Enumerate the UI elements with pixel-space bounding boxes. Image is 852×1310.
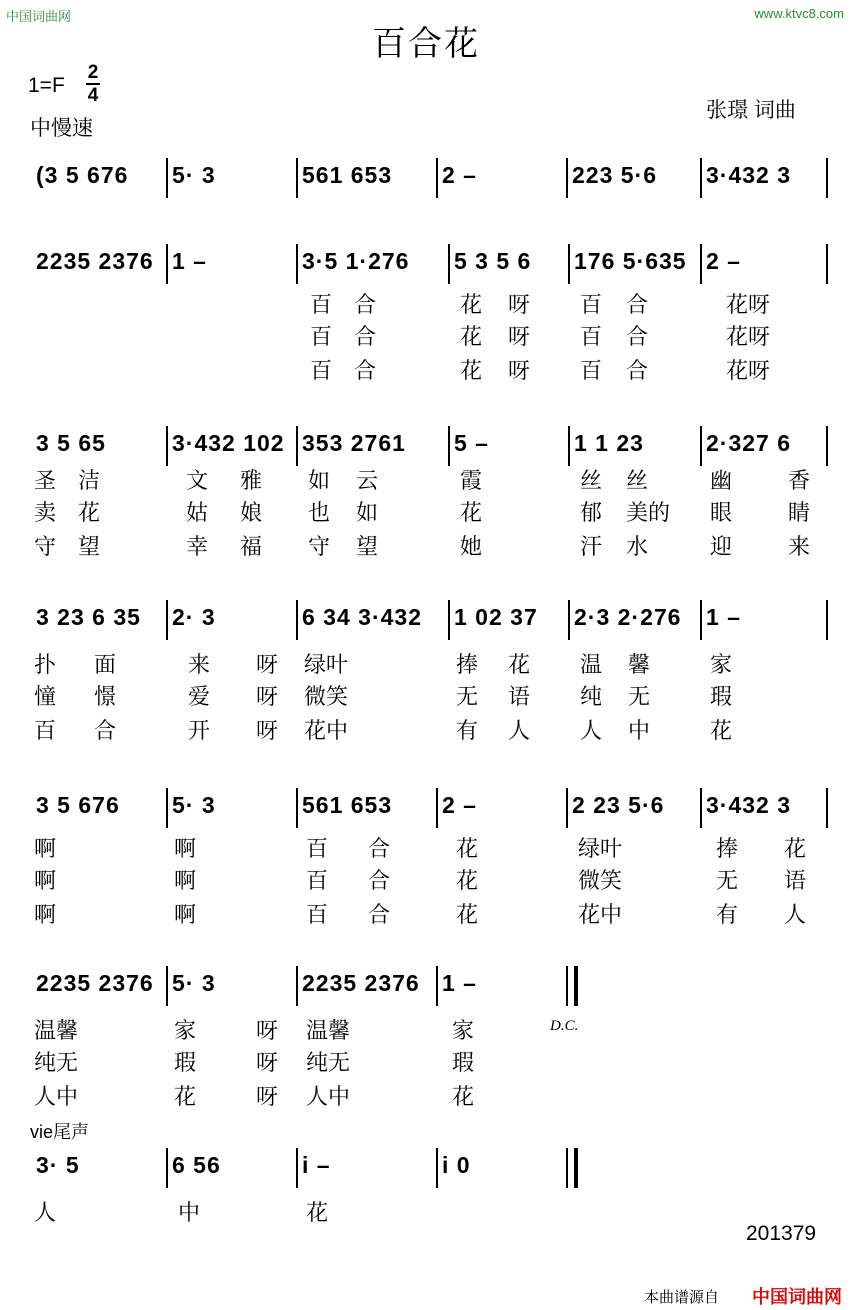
lyric-word: 人中 bbox=[34, 1084, 79, 1109]
lyric-word: 美的 bbox=[626, 500, 671, 525]
lyric-word: 呀 bbox=[508, 324, 531, 349]
lyric-word: 福 bbox=[240, 534, 263, 559]
lyric-word: 绿叶 bbox=[578, 836, 623, 861]
lyric-word: 花中 bbox=[304, 718, 349, 743]
barline bbox=[700, 788, 702, 828]
lyric-word: 郁 bbox=[580, 500, 603, 525]
lyric-word: 合 bbox=[94, 718, 117, 743]
lyric-line bbox=[0, 680, 852, 714]
measure-notes: 3·5 1·276 bbox=[302, 248, 410, 274]
measure-notes: 2235 2376 bbox=[36, 970, 154, 996]
measure-notes: 223 5·6 bbox=[572, 162, 658, 188]
measure-notes: 6 56 bbox=[172, 1152, 221, 1178]
lyric-word: 来 bbox=[788, 534, 811, 559]
lyric-line bbox=[0, 530, 852, 564]
lyric-word: 花 bbox=[460, 324, 483, 349]
barline bbox=[700, 244, 702, 284]
lyric-word: 瑕 bbox=[452, 1050, 475, 1075]
lyric-word: 无 bbox=[716, 868, 739, 893]
lyric-word: 花 bbox=[460, 500, 483, 525]
time-signature bbox=[86, 62, 100, 106]
lyric-word: 花 bbox=[456, 868, 479, 893]
measure-notes: 2235 2376 bbox=[36, 248, 154, 274]
measure-notes: 2· 3 bbox=[172, 604, 216, 630]
lyric-word: 微笑 bbox=[578, 868, 623, 893]
barline bbox=[448, 244, 450, 284]
measure-notes: 2235 2376 bbox=[302, 970, 420, 996]
lyric-word: 望 bbox=[356, 534, 379, 559]
lyric-word: 开 bbox=[188, 718, 211, 743]
barline bbox=[568, 244, 570, 284]
staff-row bbox=[0, 1140, 852, 1200]
barline bbox=[166, 788, 168, 828]
lyric-word: 家 bbox=[174, 1018, 197, 1043]
barline bbox=[436, 966, 438, 1006]
measure-notes: 1 1 23 bbox=[574, 430, 644, 456]
tempo-marking: 中慢速 bbox=[30, 117, 93, 140]
dc-marking: D.C. bbox=[550, 1018, 579, 1034]
barline bbox=[296, 158, 298, 198]
measure-notes: (3 5 676 bbox=[36, 162, 129, 188]
barline bbox=[296, 600, 298, 640]
lyric-word: 中 bbox=[178, 1200, 201, 1225]
measure-notes: 2 – bbox=[442, 792, 477, 818]
lyric-word: 花 bbox=[78, 500, 101, 525]
barline bbox=[296, 244, 298, 284]
staff-row bbox=[0, 958, 852, 1018]
lyric-word: 呀 bbox=[508, 358, 531, 383]
lyric-word: 圣 bbox=[34, 468, 57, 493]
measure-notes: 2 – bbox=[706, 248, 741, 274]
lyric-word: 花呀 bbox=[726, 292, 771, 317]
lyric-word: 无 bbox=[628, 684, 651, 709]
lyric-word: 馨 bbox=[628, 652, 651, 677]
lyric-word: 花 bbox=[306, 1200, 329, 1225]
lyric-word: 合 bbox=[368, 836, 391, 861]
lyric-word: 人 bbox=[580, 718, 603, 743]
final-barline bbox=[574, 966, 578, 1006]
barline bbox=[700, 158, 702, 198]
score-number: 201379 bbox=[746, 1222, 817, 1245]
lyric-word: 百 bbox=[310, 324, 333, 349]
lyric-word: 啊 bbox=[34, 902, 57, 927]
lyric-word: 合 bbox=[354, 292, 377, 317]
lyric-word: 百 bbox=[306, 836, 329, 861]
lyric-word: 卖 bbox=[34, 500, 57, 525]
measure-notes: i 0 bbox=[442, 1152, 471, 1178]
barline bbox=[700, 426, 702, 466]
lyric-word: 合 bbox=[368, 868, 391, 893]
barline bbox=[700, 600, 702, 640]
lyric-word: 迎 bbox=[710, 534, 733, 559]
measure-notes: 2·3 2·276 bbox=[574, 604, 682, 630]
lyric-word: 如 bbox=[308, 468, 331, 493]
lyric-word: 呀 bbox=[508, 292, 531, 317]
barline bbox=[448, 426, 450, 466]
measure-notes: 1 02 37 bbox=[454, 604, 538, 630]
final-barline bbox=[574, 1148, 578, 1188]
lyric-word: 呀 bbox=[256, 684, 279, 709]
lyric-word: 合 bbox=[626, 358, 649, 383]
lyric-line bbox=[0, 320, 852, 354]
lyric-word: 呀 bbox=[256, 718, 279, 743]
lyric-word: 花 bbox=[456, 902, 479, 927]
measure-notes: 3·432 3 bbox=[706, 162, 792, 188]
lyric-line bbox=[0, 898, 852, 932]
lyric-word: 人 bbox=[784, 902, 807, 927]
barline bbox=[826, 244, 828, 284]
lyric-word: 守 bbox=[34, 534, 57, 559]
key-label: 1=F bbox=[28, 74, 65, 97]
lyric-word: 语 bbox=[784, 868, 807, 893]
lyric-word: 合 bbox=[368, 902, 391, 927]
lyric-word: 合 bbox=[626, 292, 649, 317]
measure-notes: 5· 3 bbox=[172, 162, 216, 188]
measure-notes: 561 653 bbox=[302, 162, 393, 188]
song-title: 百合花 bbox=[372, 25, 480, 63]
lyric-word: 雅 bbox=[240, 468, 263, 493]
measure-notes: 5 – bbox=[454, 430, 489, 456]
lyric-word: 望 bbox=[78, 534, 101, 559]
measure-notes: 1 – bbox=[442, 970, 477, 996]
lyric-line bbox=[0, 464, 852, 498]
lyric-line bbox=[0, 648, 852, 682]
lyric-word: 呀 bbox=[256, 1084, 279, 1109]
lyric-word: 绿叶 bbox=[304, 652, 349, 677]
barline bbox=[566, 966, 568, 1006]
lyric-word: 温馨 bbox=[34, 1018, 79, 1043]
lyric-line bbox=[0, 1196, 852, 1230]
lyric-word: 也 bbox=[308, 500, 331, 525]
credit: 张璟 词曲 bbox=[706, 99, 796, 122]
measure-notes: 3·432 3 bbox=[706, 792, 792, 818]
lyric-word: 水 bbox=[626, 534, 649, 559]
measure-notes: 2 23 5·6 bbox=[572, 792, 665, 818]
lyric-word: 纯 bbox=[580, 684, 603, 709]
lyric-word: 人 bbox=[34, 1200, 57, 1225]
barline bbox=[166, 966, 168, 1006]
lyric-word: 百 bbox=[34, 718, 57, 743]
barline bbox=[826, 788, 828, 828]
lyric-word: 花呀 bbox=[726, 324, 771, 349]
measure-notes: 2 – bbox=[442, 162, 477, 188]
barline bbox=[566, 158, 568, 198]
measure-notes: 6 34 3·432 bbox=[302, 604, 422, 630]
lyric-word: 有 bbox=[716, 902, 739, 927]
lyric-word: 啊 bbox=[34, 836, 57, 861]
lyric-word: 汗 bbox=[580, 534, 603, 559]
lyric-word: 幸 bbox=[186, 534, 209, 559]
watermark-left: 中国词曲网 bbox=[6, 9, 72, 24]
lyric-line bbox=[0, 1080, 852, 1114]
staff-row bbox=[0, 592, 852, 652]
measure-notes: 3·432 102 bbox=[172, 430, 285, 456]
measure-notes: 5· 3 bbox=[172, 792, 216, 818]
lyric-word: 丝 bbox=[626, 468, 649, 493]
lyric-word: 洁 bbox=[78, 468, 101, 493]
lyric-word: 合 bbox=[626, 324, 649, 349]
lyric-word: 她 bbox=[460, 534, 483, 559]
lyric-word: 花 bbox=[508, 652, 531, 677]
lyric-word: 瑕 bbox=[174, 1050, 197, 1075]
lyric-word: 百 bbox=[306, 902, 329, 927]
lyric-word: 合 bbox=[354, 358, 377, 383]
lyric-word: 呀 bbox=[256, 652, 279, 677]
lyric-line bbox=[0, 354, 852, 388]
measure-notes: 3 5 676 bbox=[36, 792, 120, 818]
lyric-word: 霞 bbox=[460, 468, 483, 493]
lyric-word: 眼 bbox=[710, 500, 733, 525]
measure-notes: 1 – bbox=[706, 604, 741, 630]
barline bbox=[436, 788, 438, 828]
lyric-word: 姑 bbox=[186, 500, 209, 525]
measure-notes: 561 653 bbox=[302, 792, 393, 818]
measure-notes: 1 – bbox=[172, 248, 207, 274]
measure-notes: 2·327 6 bbox=[706, 430, 792, 456]
barline bbox=[448, 600, 450, 640]
lyric-word: 啊 bbox=[34, 868, 57, 893]
staff-row bbox=[0, 236, 852, 296]
lyric-word: 憬 bbox=[94, 684, 117, 709]
lyric-word: 幽 bbox=[710, 468, 733, 493]
barline bbox=[296, 426, 298, 466]
barline bbox=[826, 426, 828, 466]
lyric-word: 娘 bbox=[240, 500, 263, 525]
lyric-word: 花呀 bbox=[726, 358, 771, 383]
lyric-word: 瑕 bbox=[710, 684, 733, 709]
barline bbox=[166, 244, 168, 284]
barline bbox=[566, 1148, 568, 1188]
lyric-word: 文 bbox=[186, 468, 209, 493]
lyric-word: 守 bbox=[308, 534, 331, 559]
coda-label: vie尾声 bbox=[30, 1122, 90, 1142]
lyric-word: 捧 bbox=[716, 836, 739, 861]
lyric-word: 家 bbox=[452, 1018, 475, 1043]
lyric-word: 睛 bbox=[788, 500, 811, 525]
lyric-word: 温馨 bbox=[306, 1018, 351, 1043]
lyric-word: 花 bbox=[784, 836, 807, 861]
time-bottom: 4 bbox=[87, 85, 99, 106]
measure-notes: 3 5 65 bbox=[36, 430, 106, 456]
measure-notes: 5 3 5 6 bbox=[454, 248, 532, 274]
barline bbox=[568, 426, 570, 466]
barline bbox=[166, 426, 168, 466]
lyric-word: 爱 bbox=[188, 684, 211, 709]
lyric-word: 百 bbox=[310, 358, 333, 383]
measure-notes: 176 5·635 bbox=[574, 248, 687, 274]
lyric-word: 百 bbox=[306, 868, 329, 893]
lyric-line bbox=[0, 1046, 852, 1080]
footer-site: 中国词曲网 bbox=[752, 1287, 842, 1307]
barline bbox=[166, 1148, 168, 1188]
lyric-word: 温 bbox=[580, 652, 603, 677]
lyric-word: 啊 bbox=[174, 868, 197, 893]
lyric-line bbox=[0, 714, 852, 748]
lyric-word: 百 bbox=[310, 292, 333, 317]
measure-notes: 3· 5 bbox=[36, 1152, 80, 1178]
barline bbox=[566, 788, 568, 828]
lyric-word: 纯无 bbox=[34, 1050, 79, 1075]
barline bbox=[826, 600, 828, 640]
lyric-word: 啊 bbox=[174, 836, 197, 861]
lyric-word: 香 bbox=[788, 468, 811, 493]
staff-row bbox=[0, 780, 852, 840]
lyric-word: 花 bbox=[710, 718, 733, 743]
barline bbox=[436, 158, 438, 198]
lyric-word: 花 bbox=[452, 1084, 475, 1109]
lyric-word: 呀 bbox=[256, 1050, 279, 1075]
lyric-line bbox=[0, 1014, 852, 1048]
lyric-word: 丝 bbox=[580, 468, 603, 493]
lyric-word: 百 bbox=[580, 292, 603, 317]
barline bbox=[436, 1148, 438, 1188]
lyric-word: 来 bbox=[188, 652, 211, 677]
lyric-word: 面 bbox=[94, 652, 117, 677]
barline bbox=[166, 158, 168, 198]
barline bbox=[296, 966, 298, 1006]
lyric-word: 人 bbox=[508, 718, 531, 743]
measure-notes: 5· 3 bbox=[172, 970, 216, 996]
lyric-word: 无 bbox=[456, 684, 479, 709]
lyric-word: 花 bbox=[460, 358, 483, 383]
lyric-word: 家 bbox=[710, 652, 733, 677]
lyric-word: 憧 bbox=[34, 684, 57, 709]
barline bbox=[296, 788, 298, 828]
lyric-word: 人中 bbox=[306, 1084, 351, 1109]
lyric-word: 百 bbox=[580, 324, 603, 349]
time-top: 2 bbox=[87, 62, 99, 83]
key-signature bbox=[28, 74, 65, 98]
lyric-word: 花 bbox=[456, 836, 479, 861]
barline bbox=[568, 600, 570, 640]
lyric-word: 百 bbox=[580, 358, 603, 383]
measure-notes: i – bbox=[302, 1152, 331, 1178]
lyric-word: 中 bbox=[628, 718, 651, 743]
lyric-line bbox=[0, 864, 852, 898]
barline bbox=[296, 1148, 298, 1188]
lyric-line bbox=[0, 496, 852, 530]
lyric-word: 花中 bbox=[578, 902, 623, 927]
barline bbox=[166, 600, 168, 640]
footer-label: 本曲谱源自 bbox=[644, 1289, 720, 1306]
lyric-word: 有 bbox=[456, 718, 479, 743]
measure-notes: 3 23 6 35 bbox=[36, 604, 141, 630]
lyric-line bbox=[0, 288, 852, 322]
lyric-word: 纯无 bbox=[306, 1050, 351, 1075]
lyric-word: 微笑 bbox=[304, 684, 349, 709]
lyric-word: 合 bbox=[354, 324, 377, 349]
lyric-word: 花 bbox=[174, 1084, 197, 1109]
staff-row bbox=[0, 150, 852, 210]
lyric-word: 如 bbox=[356, 500, 379, 525]
lyric-line bbox=[0, 832, 852, 866]
lyric-word: 啊 bbox=[174, 902, 197, 927]
lyric-word: 扑 bbox=[34, 652, 57, 677]
lyric-word: 捧 bbox=[456, 652, 479, 677]
barline bbox=[826, 158, 828, 198]
lyric-word: 呀 bbox=[256, 1018, 279, 1043]
measure-notes: 353 2761 bbox=[302, 430, 406, 456]
lyric-word: 语 bbox=[508, 684, 531, 709]
watermark-right: www.ktvc8.com bbox=[754, 6, 844, 21]
lyric-word: 云 bbox=[356, 468, 379, 493]
lyric-word: 花 bbox=[460, 292, 483, 317]
